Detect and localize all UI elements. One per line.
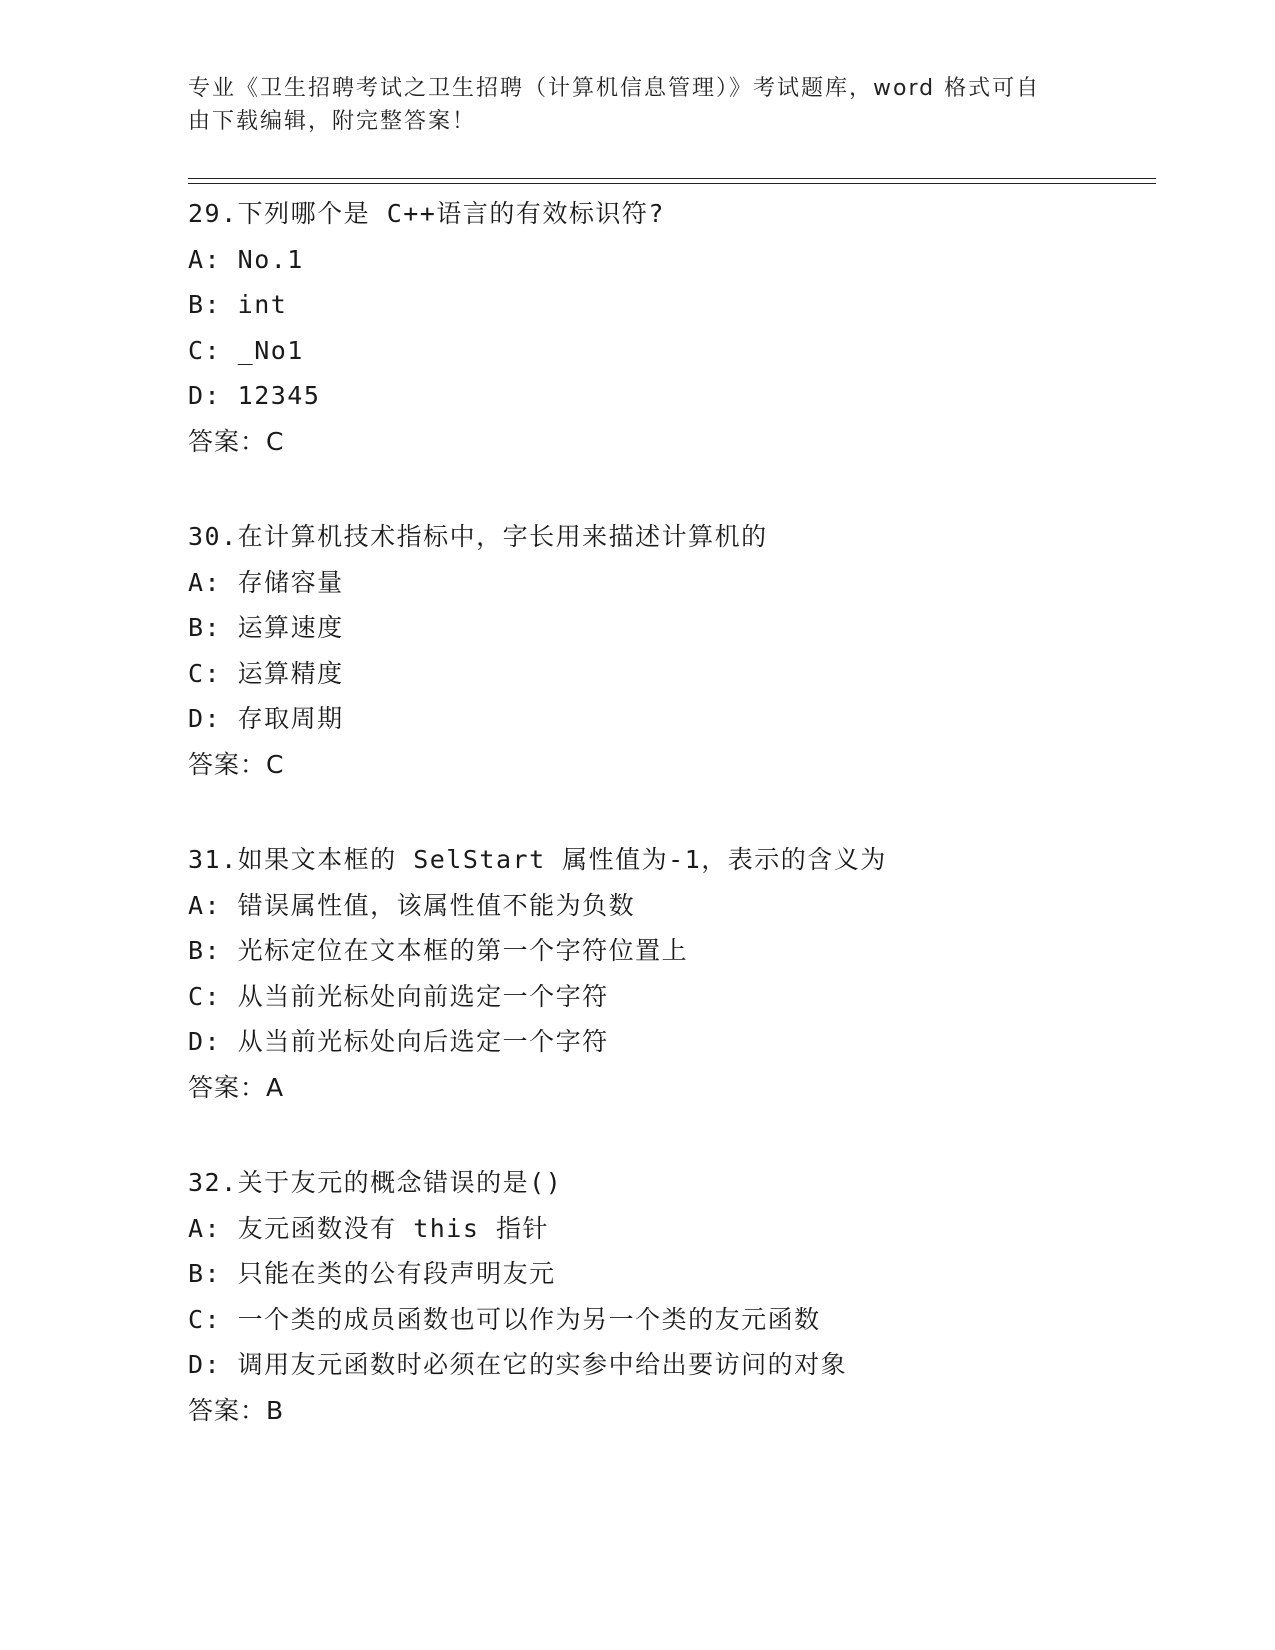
question-stem: 31.如果文本框的 SelStart 属性值为-1，表示的含义为: [188, 845, 887, 874]
answer-line: 答案：C: [188, 426, 285, 456]
answer-line: 答案：B: [188, 1395, 285, 1425]
option-d: D: 从当前光标处向后选定一个字符: [188, 1027, 609, 1056]
option-b: B: int: [188, 290, 288, 319]
option-c: C: 运算精度: [188, 658, 344, 688]
option-c: C: _No1: [188, 335, 304, 365]
document-header: [188, 72, 1068, 138]
option-a: A: 存储容量: [188, 567, 344, 597]
question-stem: 29.下列哪个是 C++语言的有效标识符?: [188, 199, 665, 228]
option-c: C: 一个类的成员函数也可以作为另一个类的友元函数: [188, 1304, 821, 1334]
question-29: [188, 191, 1168, 464]
header-line-2: 由下载编辑，附完整答案！: [188, 109, 477, 134]
header-divider: [188, 178, 1156, 184]
option-d: D: 12345: [188, 381, 321, 410]
answer-line: 答案：A: [188, 1072, 285, 1102]
option-b: B: 运算速度: [188, 613, 344, 642]
question-stem: 30.在计算机技术指标中，字长用来描述计算机的: [188, 522, 768, 551]
option-a: A: 友元函数没有 this 指针: [188, 1213, 549, 1243]
option-a: A: 错误属性值，该属性值不能为负数: [188, 890, 636, 920]
question-32: [188, 1160, 1168, 1433]
option-d: D: 存取周期: [188, 704, 344, 733]
question-30: [188, 514, 1168, 787]
question-31: [188, 837, 1168, 1110]
header-line-1: 专业《卫生招聘考试之卫生招聘（计算机信息管理）》考试题库，word 格式可自: [188, 76, 1041, 101]
option-c: C: 从当前光标处向前选定一个字符: [188, 981, 609, 1011]
question-stem: 32.关于友元的概念错误的是(): [188, 1168, 563, 1197]
question-list: [188, 191, 1168, 1433]
option-a: A: No.1: [188, 244, 304, 274]
option-b: B: 光标定位在文本框的第一个字符位置上: [188, 936, 689, 965]
answer-line: 答案：C: [188, 749, 285, 779]
option-d: D: 调用友元函数时必须在它的实参中给出要访问的对象: [188, 1350, 848, 1379]
option-b: B: 只能在类的公有段声明友元: [188, 1259, 556, 1288]
